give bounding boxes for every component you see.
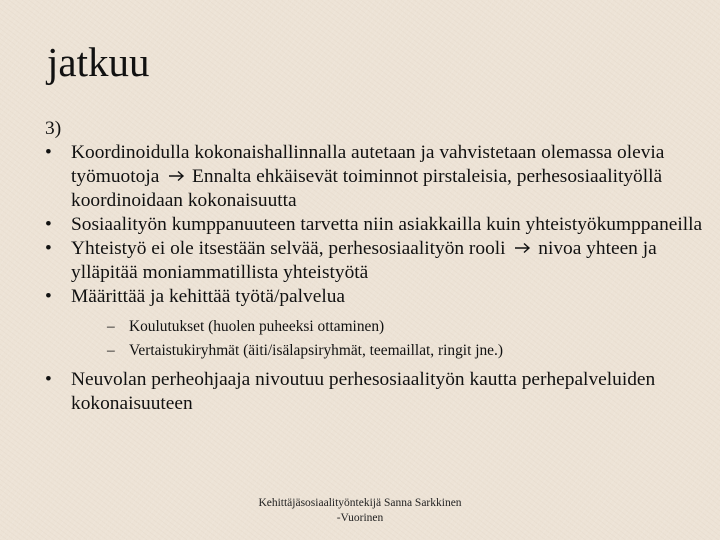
right-arrow-icon <box>514 242 531 254</box>
bullet-text: Koordinoidulla kokonaishallinnalla autetaan ja vahvistetaan olemassa olevia työmuotoja <box>71 142 665 187</box>
bullet-text: Yhteistyö ei ole itsestään selvää, perhesosiaalityön rooli <box>71 238 511 259</box>
sub-item-text: Vertaistukiryhmät (äiti/isälapsiryhmät, teemaillat, ringit jne.) <box>129 342 503 359</box>
footer-author: Kehittäjäsosiaalityöntekijä Sanna Sarkkinen <box>258 497 462 509</box>
sub-item-text: Koulutukset (huolen puheeksi ottaminen) <box>129 318 385 335</box>
bullet-text: Ennalta ehkäisevät toiminnot pirstaleisia, perhesosiaalityöllä koordinoidaan kokonaisuutta <box>71 166 663 211</box>
bullet-text: Neuvolan perheohjaaja nivoutuu perhesosiaalityön kautta perhepalveluiden kokonaisuuteen <box>71 369 656 414</box>
footer-author-continued: -Vuorinen <box>336 512 384 524</box>
bullet-marker: • <box>45 369 52 390</box>
sub-item <box>107 339 710 363</box>
bullet-item <box>45 237 710 285</box>
sub-marker: – <box>107 342 115 359</box>
slide-footer <box>0 496 720 526</box>
bullet-item <box>45 141 710 213</box>
bullet-list <box>45 141 710 416</box>
slide-title: jatkuu <box>47 39 150 85</box>
bullet-marker: • <box>45 286 52 307</box>
bullet-text: Määrittää ja kehittää työtä/palvelua <box>71 286 346 307</box>
bullet-text: Sosiaalityön kumppanuuteen tarvetta niin asiakkailla kuin yhteistyökumppaneilla <box>71 214 703 235</box>
section-number: 3) <box>45 118 62 139</box>
bullet-marker: • <box>45 238 52 259</box>
bullet-item <box>45 213 710 237</box>
bullet-marker: • <box>45 142 52 163</box>
bullet-item <box>45 285 710 363</box>
bullet-item <box>45 368 710 416</box>
sub-marker: – <box>107 318 115 335</box>
right-arrow-icon <box>168 170 185 182</box>
sub-item <box>107 315 710 339</box>
bullet-text: nivoa yhteen ja ylläpitää moniammatillista yhteistyötä <box>71 238 657 283</box>
bullet-marker: • <box>45 214 52 235</box>
sub-list <box>71 315 710 363</box>
slide-content <box>45 117 710 416</box>
